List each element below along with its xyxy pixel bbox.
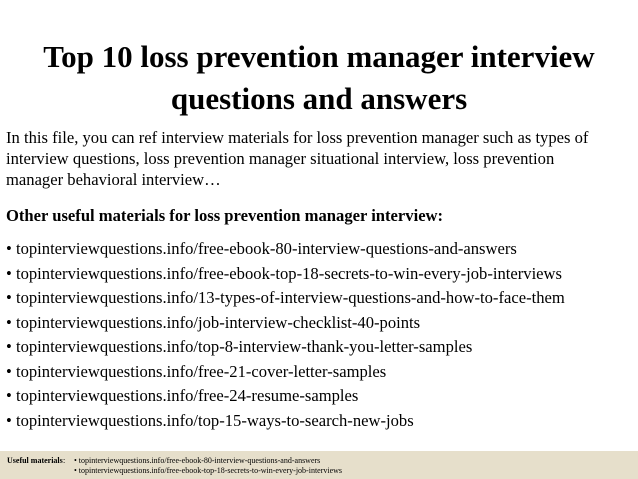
footer-item: • topinterviewquestions.info/free-ebook-top-18-secrets-to-win-every-job-interviews <box>74 466 343 475</box>
footer-colon: : <box>63 456 66 465</box>
materials-heading: Other useful materials for loss prevention manager interview: <box>6 206 444 225</box>
list-item: • topinterviewquestions.info/13-types-of-interview-questions-and-how-to-face-them <box>6 288 565 307</box>
footer-label: Useful materials <box>7 456 63 465</box>
list-item: • topinterviewquestions.info/free-ebook-80-interview-questions-and-answers <box>6 239 517 258</box>
title-line-1: Top 10 loss prevention manager interview <box>43 39 595 74</box>
intro-line-3: manager behavioral interview… <box>6 170 221 189</box>
page-title <box>0 36 638 120</box>
list-item: • topinterviewquestions.info/top-8-interview-thank-you-letter-samples <box>6 337 473 356</box>
list-item: • topinterviewquestions.info/free-24-resume-samples <box>6 386 359 405</box>
intro-line-2: interview questions, loss prevention manager situational interview, loss prevention <box>6 149 555 168</box>
list-item: • topinterviewquestions.info/job-interview-checklist-40-points <box>6 312 421 332</box>
intro-line-1: In this file, you can ref interview materials for loss prevention manager such as types of <box>6 128 589 147</box>
list-item: • topinterviewquestions.info/top-15-ways-to-search-new-jobs <box>6 410 414 430</box>
intro-paragraph <box>6 127 636 190</box>
list-item: • topinterviewquestions.info/free-ebook-top-18-secrets-to-win-every-job-interviews <box>6 263 562 283</box>
title-line-2: questions and answers <box>170 81 468 116</box>
materials-list <box>6 238 565 434</box>
list-item: • topinterviewquestions.info/free-21-cover-letter-samples <box>6 361 387 381</box>
footer-item: • topinterviewquestions.info/free-ebook-80-interview-questions-and-answers <box>74 456 321 465</box>
footer-bar <box>0 451 638 479</box>
